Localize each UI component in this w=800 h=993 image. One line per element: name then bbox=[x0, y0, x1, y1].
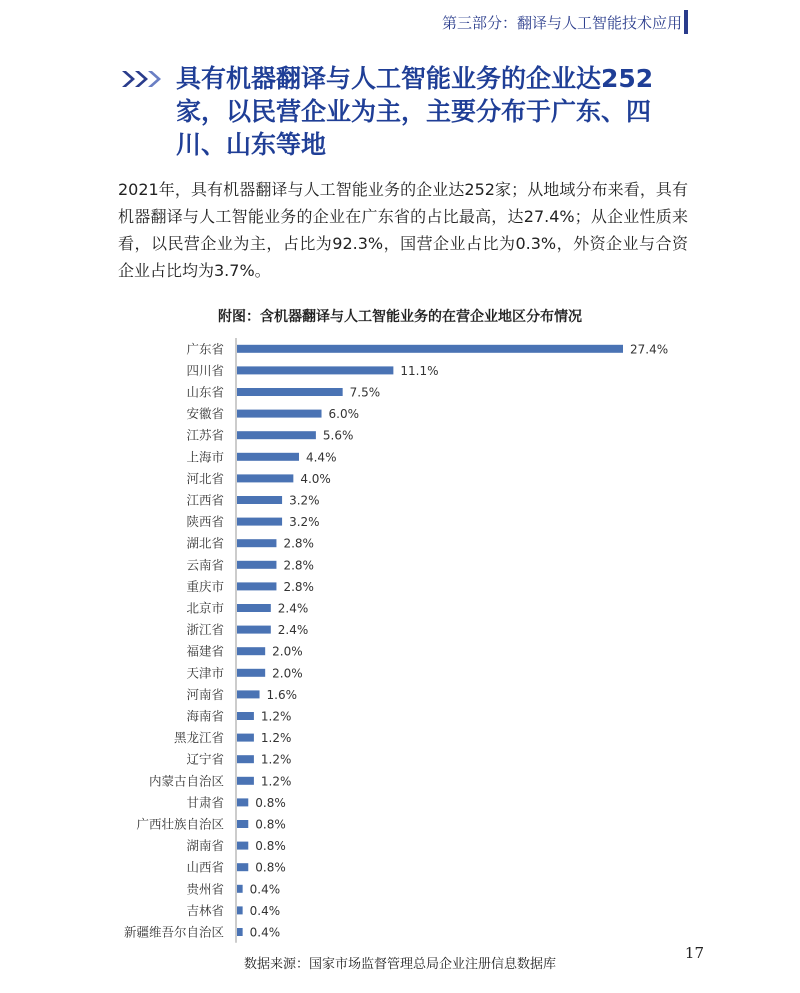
bar bbox=[237, 604, 271, 612]
bar bbox=[237, 712, 254, 720]
value-label: 0.4% bbox=[249, 882, 281, 897]
bar bbox=[237, 453, 299, 461]
category-label: 海南省 bbox=[186, 708, 224, 724]
value-label: 0.8% bbox=[255, 860, 286, 875]
bar bbox=[237, 885, 243, 893]
category-label: 江西省 bbox=[186, 492, 224, 508]
bar bbox=[237, 388, 343, 396]
category-label: 安徽省 bbox=[186, 406, 224, 422]
value-label: 2.0% bbox=[272, 666, 303, 681]
bar bbox=[237, 474, 293, 482]
category-label: 山东省 bbox=[186, 384, 224, 400]
category-label: 重庆市 bbox=[186, 578, 224, 594]
category-label: 内蒙古自治区 bbox=[148, 773, 224, 789]
category-label: 江苏省 bbox=[186, 427, 224, 443]
bar bbox=[237, 366, 393, 374]
bar bbox=[237, 798, 248, 806]
value-label: 4.4% bbox=[305, 450, 337, 465]
value-label: 0.4% bbox=[249, 925, 281, 940]
value-label: 1.2% bbox=[260, 709, 292, 724]
page-number: 17 bbox=[684, 944, 704, 962]
value-label: 11.1% bbox=[400, 363, 439, 378]
bar bbox=[237, 755, 254, 763]
bar bbox=[237, 734, 254, 742]
bar bbox=[237, 518, 282, 526]
header-accent-bar bbox=[684, 10, 688, 34]
category-label: 四川省 bbox=[186, 362, 224, 378]
bar bbox=[237, 539, 276, 547]
category-label: 新疆维吾尔自治区 bbox=[123, 924, 224, 940]
category-label: 天津市 bbox=[186, 665, 224, 681]
category-label: 福建省 bbox=[186, 643, 224, 659]
value-label: 2.4% bbox=[277, 601, 309, 616]
value-label: 3.2% bbox=[289, 493, 320, 508]
category-label: 辽宁省 bbox=[186, 751, 224, 767]
bar bbox=[237, 626, 271, 634]
bar-chart bbox=[0, 336, 800, 946]
category-label: 湖南省 bbox=[186, 838, 224, 854]
value-label: 2.8% bbox=[283, 558, 314, 573]
category-label: 北京市 bbox=[186, 600, 224, 616]
chevron-arrows-icon bbox=[120, 70, 166, 88]
category-label: 湖北省 bbox=[186, 535, 224, 551]
value-label: 6.0% bbox=[328, 407, 360, 422]
bar bbox=[237, 431, 316, 439]
value-label: 1.2% bbox=[260, 774, 292, 789]
category-label: 黑龙江省 bbox=[173, 730, 224, 746]
bar bbox=[237, 647, 265, 655]
value-label: 0.8% bbox=[255, 839, 286, 854]
bar bbox=[237, 777, 254, 785]
bar bbox=[237, 842, 248, 850]
category-label: 浙江省 bbox=[186, 622, 224, 638]
value-label: 1.2% bbox=[260, 752, 292, 767]
category-label: 河南省 bbox=[186, 686, 224, 702]
chart-title: 附图：含机器翻译与人工智能业务的在营企业地区分布情况 bbox=[218, 309, 582, 325]
value-label: 1.6% bbox=[266, 687, 298, 702]
bar bbox=[237, 410, 322, 418]
headline: 具有机器翻译与人工智能业务的企业达252家，以民营企业为主，主要分布于广东、四川、山东等地 bbox=[176, 64, 654, 159]
bar bbox=[237, 582, 276, 590]
value-label: 0.8% bbox=[255, 817, 286, 832]
category-label: 吉林省 bbox=[186, 902, 224, 918]
value-label: 27.4% bbox=[630, 342, 669, 357]
section-header: 第三部分：翻译与人工智能技术应用 bbox=[441, 14, 682, 32]
category-label: 贵州省 bbox=[186, 881, 224, 897]
category-label: 山西省 bbox=[186, 859, 224, 875]
bar bbox=[237, 345, 623, 353]
value-label: 5.6% bbox=[322, 428, 354, 443]
bar bbox=[237, 690, 260, 698]
value-label: 0.4% bbox=[249, 903, 281, 918]
bar bbox=[237, 669, 265, 677]
body-paragraph: 2021年，具有机器翻译与人工智能业务的企业达252家；从地域分布来看，具有机器翻译与人工智能业务的企业在广东省的占比最高，达27.4%；从企业性质来看，以民营企业为主，占比为92.3%，国营企业占比为0.3%，外资企业与合资企业占比均为3.7%。 bbox=[118, 180, 688, 280]
value-label: 2.8% bbox=[283, 536, 314, 551]
value-label: 7.5% bbox=[349, 385, 381, 400]
category-label: 云南省 bbox=[186, 557, 224, 573]
category-label: 陕西省 bbox=[186, 514, 224, 530]
value-label: 2.4% bbox=[277, 623, 309, 638]
bar bbox=[237, 863, 248, 871]
category-label: 上海市 bbox=[186, 449, 224, 465]
bar bbox=[237, 496, 282, 504]
bar bbox=[237, 820, 248, 828]
value-label: 2.8% bbox=[283, 579, 314, 594]
value-label: 1.2% bbox=[260, 731, 292, 746]
value-label: 2.0% bbox=[272, 644, 303, 659]
category-label: 广西壮族自治区 bbox=[136, 816, 224, 832]
data-source: 数据来源：国家市场监督管理总局企业注册信息数据库 bbox=[243, 957, 556, 972]
category-label: 河北省 bbox=[186, 470, 224, 486]
value-label: 3.2% bbox=[289, 515, 320, 530]
bar bbox=[237, 561, 276, 569]
bar bbox=[237, 906, 243, 914]
bar bbox=[237, 928, 243, 936]
value-label: 4.0% bbox=[300, 471, 331, 486]
value-label: 0.8% bbox=[255, 795, 286, 810]
category-label: 广东省 bbox=[186, 341, 224, 357]
category-label: 甘肃省 bbox=[186, 794, 224, 810]
